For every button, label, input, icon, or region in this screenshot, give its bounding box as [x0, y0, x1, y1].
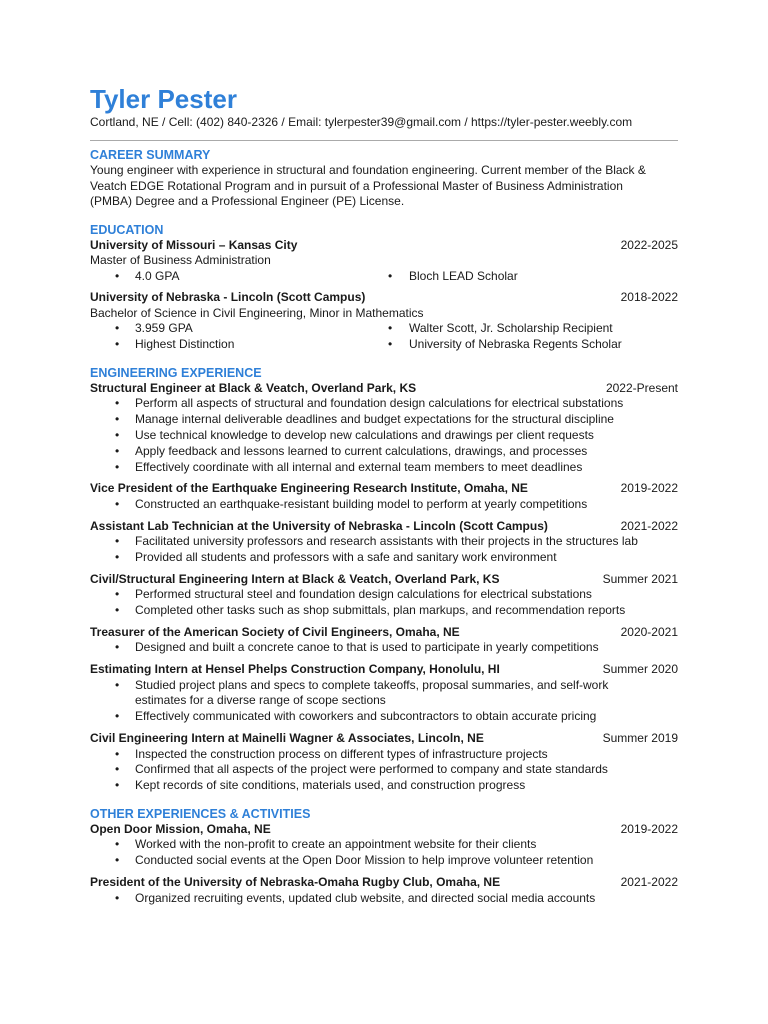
entry-date: 2018-2022 [620, 290, 678, 305]
job-entry-header [90, 519, 678, 535]
list-item: • Apply feedback and lessons learned to current calculations, drawings, and processes [90, 444, 678, 460]
section-title-other: OTHER EXPERIENCES & ACTIVITIES [90, 806, 311, 821]
job-bullets [90, 640, 678, 656]
job-title: Civil/Structural Engineering Intern at Black & Veatch, Overland Park, KS [90, 571, 500, 586]
list-item: • Performed structural steel and foundation design calculations for electrical substations [90, 587, 678, 603]
job-bullets [90, 747, 678, 794]
list-item: • Confirmed that all aspects of the project were performed to company and state standards [90, 762, 678, 778]
job-bullets [90, 587, 678, 619]
resume-page [90, 84, 678, 906]
list-item: • Perform all aspects of structural and foundation design calculations for electrical substations [90, 396, 678, 412]
education-entry-header [90, 238, 678, 254]
list-item: • Inspected the construction process on different types of infrastructure projects [90, 747, 678, 763]
activity-bullets [90, 837, 678, 869]
section-title-education: EDUCATION [90, 222, 164, 237]
entry-date: 2021-2022 [620, 518, 678, 533]
summary-line: Young engineer with experience in structural and foundation engineering. Current member of the Black & [90, 163, 646, 177]
job-bullets [90, 534, 678, 566]
candidate-name: Tyler Pester [90, 84, 237, 114]
job-title: Treasurer of the American Society of Civil Engineers, Omaha, NE [90, 624, 460, 639]
job-title: Assistant Lab Technician at the University of Nebraska - Lincoln (Scott Campus) [90, 518, 548, 533]
entry-date: 2022-2025 [620, 237, 678, 252]
bullet-continuation: estimates for a diverse range of scope sections [135, 693, 386, 708]
entry-date: 2019-2022 [620, 481, 678, 496]
entry-date: 2019-2022 [620, 821, 678, 836]
bullet-text: Studied project plans and specs to complete takeoffs, proposal summaries, and self-work [135, 677, 609, 692]
list-item: • Effectively communicated with coworkers and subcontractors to obtain accurate pricing [90, 709, 678, 725]
job-bullets [90, 678, 678, 725]
education-honors [90, 321, 678, 353]
list-item: • 4.0 GPA [90, 269, 384, 285]
degree: Bachelor of Science in Civil Engineering, Minor in Mathematics [90, 305, 424, 320]
list-item: • University of Nebraska Regents Scholar [384, 337, 678, 353]
list-item: • Organized recruiting events, updated club website, and directed social media accounts [90, 891, 678, 907]
job-entry-header [90, 662, 678, 678]
education-entry-header [90, 290, 678, 306]
entry-date: Summer 2021 [602, 571, 678, 586]
entry-date: Summer 2019 [602, 731, 678, 746]
job-bullets [90, 497, 678, 513]
activity-entry-header [90, 875, 678, 891]
section-title-engineering: ENGINEERING EXPERIENCE [90, 365, 262, 380]
entry-date: 2020-2021 [620, 624, 678, 639]
job-title: Structural Engineer at Black & Veatch, Overland Park, KS [90, 380, 417, 395]
job-title: Vice President of the Earthquake Engineering Research Institute, Omaha, NE [90, 481, 528, 496]
job-entry-header [90, 481, 678, 497]
job-entry-header [90, 381, 678, 397]
activity-entry-header [90, 822, 678, 838]
job-title: Estimating Intern at Hensel Phelps Construction Company, Honolulu, HI [90, 662, 500, 677]
list-item: • Use technical knowledge to develop new calculations and drawings per client requests [90, 428, 678, 444]
list-item: • Bloch LEAD Scholar [384, 269, 678, 285]
entry-date: 2022-Present [605, 380, 678, 395]
job-entry-header [90, 572, 678, 588]
job-entry-header [90, 731, 678, 747]
entry-date: 2021-2022 [620, 875, 678, 890]
activity-title: Open Door Mission, Omaha, NE [90, 821, 271, 836]
list-item: • Constructed an earthquake-resistant building model to perform at yearly competitions [90, 497, 678, 513]
summary-line: (PMBA) Degree and a Professional Engineer (PE) License. [90, 194, 405, 208]
list-item: • Effectively coordinate with all internal and external team members to meet deadlines [90, 460, 678, 476]
list-item: • Conducted social events at the Open Door Mission to help improve volunteer retention [90, 853, 678, 869]
school-name: University of Nebraska - Lincoln (Scott Campus) [90, 290, 366, 305]
activity-bullets [90, 891, 678, 907]
list-item: • Designed and built a concrete canoe to that is used to participate in yearly competitions [90, 640, 678, 656]
activity-title: President of the University of Nebraska-Omaha Rugby Club, Omaha, NE [90, 875, 501, 890]
contact-line: Cortland, NE / Cell: (402) 840-2326 / Email: tylerpester39@gmail.com / https://tyler-pester.weebly.com [90, 115, 633, 129]
job-title: Civil Engineering Intern at Mainelli Wagner & Associates, Lincoln, NE [90, 731, 484, 746]
summary-line: Veatch EDGE Rotational Program and in pursuit of a Professional Master of Business Administration [90, 178, 623, 193]
list-item: • Highest Distinction [90, 337, 384, 353]
degree: Master of Business Administration [90, 253, 271, 267]
school-name: University of Missouri – Kansas City [90, 237, 298, 252]
list-item: • 3.959 GPA [90, 321, 384, 337]
list-item: • Provided all students and professors with a safe and sanitary work environment [90, 550, 678, 566]
job-bullets [90, 396, 678, 475]
list-item [90, 678, 678, 710]
entry-date: Summer 2020 [602, 662, 678, 677]
list-item: • Manage internal deliverable deadlines and budget expectations for the structural discipline [90, 412, 678, 428]
list-item: • Kept records of site conditions, materials used, and construction progress [90, 778, 678, 794]
list-item: • Facilitated university professors and research assistants with their projects in the structures lab [90, 534, 678, 550]
education-honors [90, 269, 678, 285]
section-title-summary: CAREER SUMMARY [90, 148, 211, 162]
list-item: • Completed other tasks such as shop submittals, plan markups, and recommendation reports [90, 603, 678, 619]
list-item: • Worked with the non-profit to create an appointment website for their clients [90, 837, 678, 853]
job-entry-header [90, 625, 678, 641]
list-item: • Walter Scott, Jr. Scholarship Recipient [384, 321, 678, 337]
